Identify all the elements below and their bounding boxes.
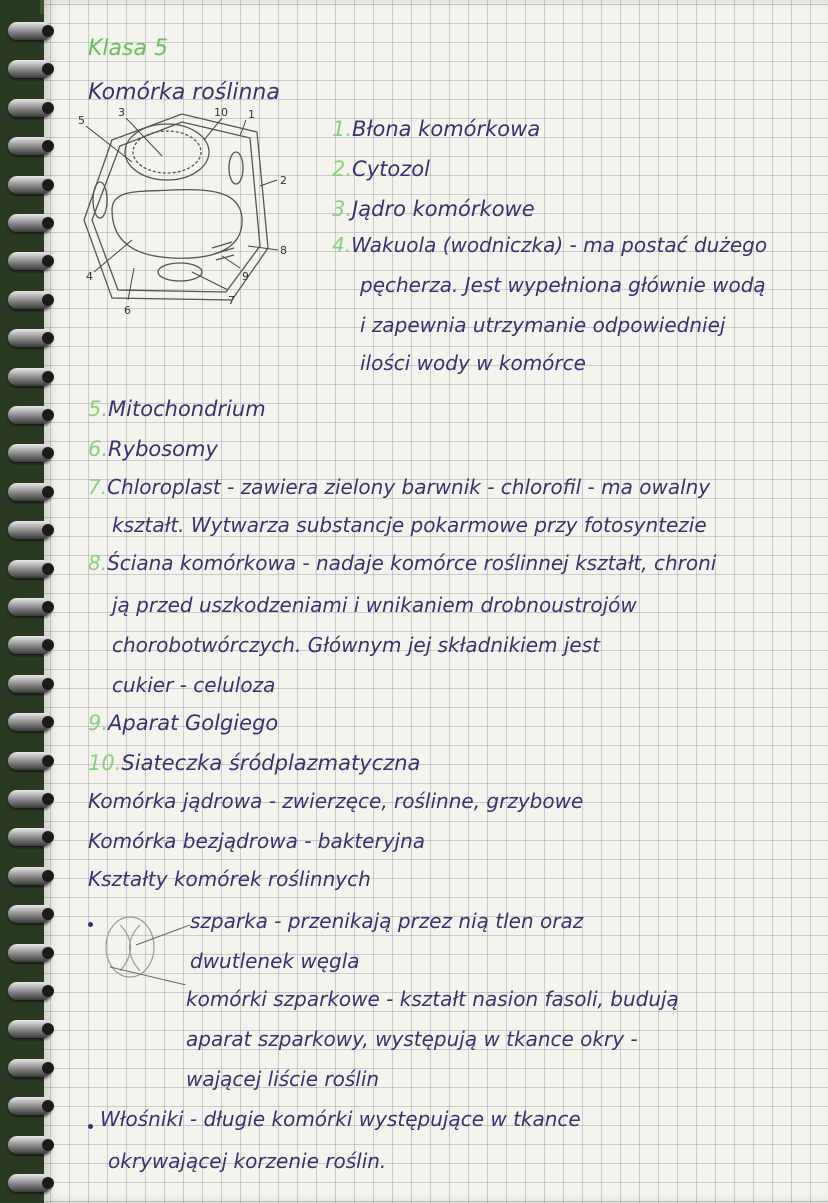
page-title: Klasa 5 [88,36,168,61]
note-guard-cells-2: aparat szparkowy, występują w tkance okry - [186,1027,638,1051]
diagram-label: 3 [118,106,125,119]
spiral-ring [8,521,52,539]
list-item-8: 8.Ściana komórkowa - nadaje komórce roślinnej kształt, chroni [88,551,717,575]
page-subtitle: Komórka roślinna [88,80,280,105]
spiral-ring [8,444,52,462]
spiral-ring [8,252,52,270]
note-stoma-2: dwutlenek węgla [190,949,360,973]
mitochondrium-shape [158,263,202,281]
spiral-ring [8,329,52,347]
note-guard-cells-1: komórki szparkowe - kształt nasion fasoli, budują [186,987,679,1011]
spiral-ring [8,828,52,846]
spiral-ring [8,675,52,693]
list-item-3: 3.Jądro komórkowe [332,197,535,221]
spiral-ring [8,790,52,808]
diagram-label: 9 [242,270,249,283]
spiral-ring [8,137,52,155]
diagram-label: 4 [86,270,93,283]
note-guard-cells-3: wającej liście roślin [186,1067,380,1091]
note-stoma-1: szparka - przenikają przez nią tlen oraz [190,909,584,933]
spiral-ring [8,1136,52,1154]
plant-cell-diagram [72,100,302,320]
spiral-ring [8,1059,52,1077]
vacuole-line-4: ilości wody w komórce [360,351,586,375]
spiral-binding [0,0,60,1203]
note-root-hairs-2: okrywającej korzenie roślin. [108,1149,387,1173]
spiral-ring [8,406,52,424]
list-item-9: 9.Aparat Golgiego [88,711,279,735]
list-item-5: 5.Mitochondrium [88,397,266,421]
spiral-ring [8,598,52,616]
spiral-ring [8,368,52,386]
spiral-ring [8,214,52,232]
spiral-ring [8,22,52,40]
spiral-ring [8,60,52,78]
nucleus-shape [125,124,209,180]
list-item-1: 1.Błona komórkowa [332,117,541,141]
bullet [88,1124,93,1129]
list-item-10: 10.Siateczka śródplazmatyczna [88,751,421,775]
spiral-ring [8,291,52,309]
diagram-label: 6 [124,304,131,317]
diagram-label: 1 [248,108,255,121]
diagram-label: 8 [280,244,287,257]
note-cell-shapes-heading: Kształty komórek roślinnych [88,867,371,891]
list-item-6: 6.Rybosomy [88,437,218,461]
spiral-ring [8,1097,52,1115]
list-item-7: 7.Chloroplast - zawiera zielony barwnik - chlorofil - ma owalny [88,475,711,499]
list-item-2: 2.Cytozol [332,157,430,181]
spiral-ring [8,905,52,923]
nuclear-envelope-shape [133,131,201,173]
chloroplast-shape-right [229,152,243,184]
spiral-ring [8,1174,52,1192]
spiral-ring [8,483,52,501]
vacuole-line-3: i zapewnia utrzymanie odpowiedniej [360,313,726,337]
note-nucleated-cells: Komórka jądrowa - zwierzęce, roślinne, grzybowe [88,789,584,813]
spiral-ring [8,713,52,731]
spiral-ring [8,944,52,962]
spiral-ring [8,1020,52,1038]
spiral-ring [8,176,52,194]
diagram-label: 10 [214,106,228,119]
vacuole-line-2: pęcherza. Jest wypełniona głównie wodą [360,273,766,297]
diagram-label: 2 [280,174,287,187]
list-item-8-cont-3: cukier - celuloza [112,673,276,697]
spiral-ring [8,867,52,885]
note-anucleate-cells: Komórka bezjądrowa - bakteryjna [88,829,426,853]
diagram-label: 7 [228,294,235,307]
cell-membrane-outline [92,122,260,292]
list-item-4: 4.Wakuola (wodniczka) - ma postać dużego [332,233,768,257]
spiral-ring [8,636,52,654]
spiral-ring [8,560,52,578]
golgi-shape [212,242,234,260]
spiral-ring [8,99,52,117]
list-item-8-cont-2: chorobotwórczych. Głównym jej składnikiem jest [112,633,600,657]
vacuole-shape [112,190,242,259]
note-root-hairs-1: Włośniki - długie komórki występujące w tkance [100,1107,581,1131]
list-item-7-cont: kształt. Wytwarza substancje pokarmowe przy fotosyntezie [112,513,707,537]
stoma-sketch [90,905,190,985]
spiral-ring [8,752,52,770]
diagram-label: 5 [78,114,85,127]
spiral-ring [8,982,52,1000]
list-item-8-cont-1: ją przed uszkodzeniami i wnikaniem drobnoustrojów [112,593,637,617]
